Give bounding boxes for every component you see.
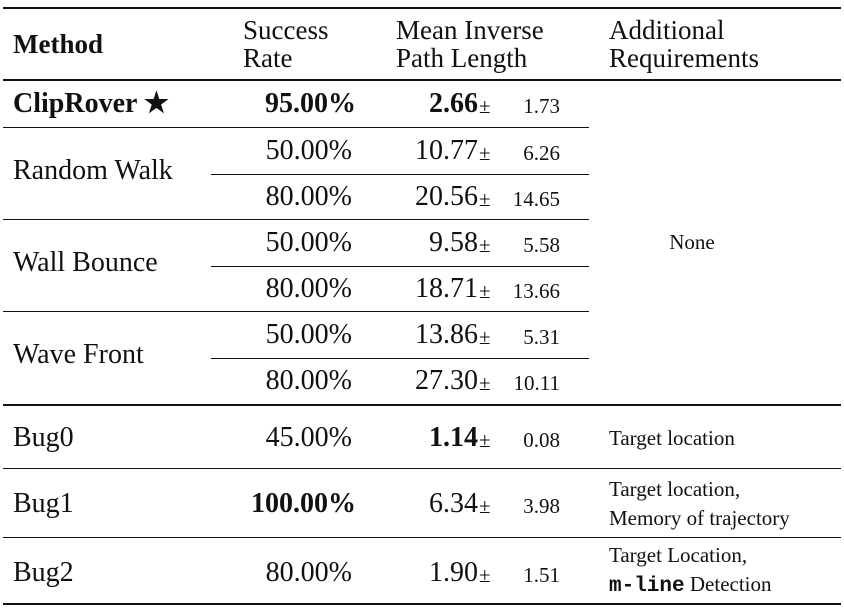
requirement-bug0: Target location xyxy=(609,426,735,450)
pm-random-80: ± xyxy=(479,187,491,211)
pm-wall-50: ± xyxy=(479,233,491,257)
header-success-line1: Success xyxy=(243,15,329,45)
header-method: Method xyxy=(13,29,103,59)
method-bug0: Bug0 xyxy=(13,422,74,453)
cmid-rule-wave xyxy=(211,358,589,359)
header-req-line2: Requirements xyxy=(609,43,759,73)
method-bug1: Bug1 xyxy=(13,488,74,519)
mean-random-80: 20.56 xyxy=(415,181,478,212)
std-cliprover: 1.73 xyxy=(523,94,560,118)
mean-wave-50: 13.86 xyxy=(415,319,478,350)
mean-cliprover: 2.66 xyxy=(429,88,478,119)
requirement-bug2-line1: Target Location, xyxy=(609,543,748,567)
std-wave-80: 10.11 xyxy=(513,371,560,395)
success-bug0: 45.00% xyxy=(265,422,352,453)
group-rule-2 xyxy=(3,219,589,220)
group-rule-1 xyxy=(3,127,589,128)
mean-random-50: 10.77 xyxy=(415,135,478,166)
m-line-code: m-line xyxy=(609,575,685,598)
mean-wave-80: 27.30 xyxy=(415,365,478,396)
requirement-none: None xyxy=(669,230,715,254)
mean-bug2: 1.90 xyxy=(429,557,478,588)
section-rule xyxy=(3,404,841,406)
std-wall-80: 13.66 xyxy=(512,279,560,303)
success-bug1: 100.00% xyxy=(251,488,356,519)
header-req-line1: Additional xyxy=(609,15,725,45)
method-wall-bounce: Wall Bounce xyxy=(13,247,158,278)
success-bug2: 80.00% xyxy=(265,557,352,588)
cmid-rule-wall xyxy=(211,266,589,267)
std-bug1: 3.98 xyxy=(523,494,560,518)
requirement-bug1-line1: Target location, xyxy=(609,477,741,501)
pm-wave-50: ± xyxy=(479,325,491,349)
mean-wall-80: 18.71 xyxy=(415,273,478,304)
mean-wall-50: 9.58 xyxy=(429,227,478,258)
success-cliprover: 95.00% xyxy=(265,88,356,119)
std-wave-50: 5.31 xyxy=(523,325,560,349)
method-bug2: Bug2 xyxy=(13,557,74,588)
success-wave-50: 50.00% xyxy=(265,319,352,350)
mean-bug1: 6.34 xyxy=(429,488,478,519)
pm-wall-80: ± xyxy=(479,279,491,303)
std-random-80: 14.65 xyxy=(512,187,560,211)
std-random-50: 6.26 xyxy=(523,141,560,165)
header-mipl-line1: Mean Inverse xyxy=(396,15,544,45)
pm-bug2: ± xyxy=(479,563,491,587)
std-bug0: 0.08 xyxy=(523,428,560,452)
pm-wave-80: ± xyxy=(479,371,491,395)
std-wall-50: 5.58 xyxy=(523,233,560,257)
group-rule-3 xyxy=(3,311,589,312)
bottom-rule xyxy=(3,603,841,605)
pm-bug0: ± xyxy=(479,428,491,452)
cmid-rule-random xyxy=(211,174,589,175)
header-mipl-line2: Path Length xyxy=(396,43,528,73)
mean-bug0: 1.14 xyxy=(429,422,478,453)
pm-cliprover: ± xyxy=(479,94,491,118)
success-wave-80: 80.00% xyxy=(265,365,352,396)
method-wave-front: Wave Front xyxy=(13,339,144,370)
success-random-50: 50.00% xyxy=(265,135,352,166)
requirement-bug1-line2: Memory of trajectory xyxy=(609,506,790,530)
success-wall-80: 80.00% xyxy=(265,273,352,304)
pm-bug1: ± xyxy=(479,494,491,518)
requirement-bug2-line2 xyxy=(609,572,772,600)
row-rule-bug0 xyxy=(3,468,841,469)
method-cliprover: ClipRover ★ xyxy=(13,88,170,119)
success-random-80: 80.00% xyxy=(265,181,352,212)
method-random-walk: Random Walk xyxy=(13,155,173,186)
top-rule xyxy=(3,7,841,9)
header-rule xyxy=(3,79,841,81)
row-rule-bug1 xyxy=(3,537,841,538)
pm-random-50: ± xyxy=(479,141,491,165)
detection-text: Detection xyxy=(684,572,772,596)
header-success-line2: Rate xyxy=(243,43,293,73)
success-wall-50: 50.00% xyxy=(265,227,352,258)
std-bug2: 1.51 xyxy=(523,563,560,587)
